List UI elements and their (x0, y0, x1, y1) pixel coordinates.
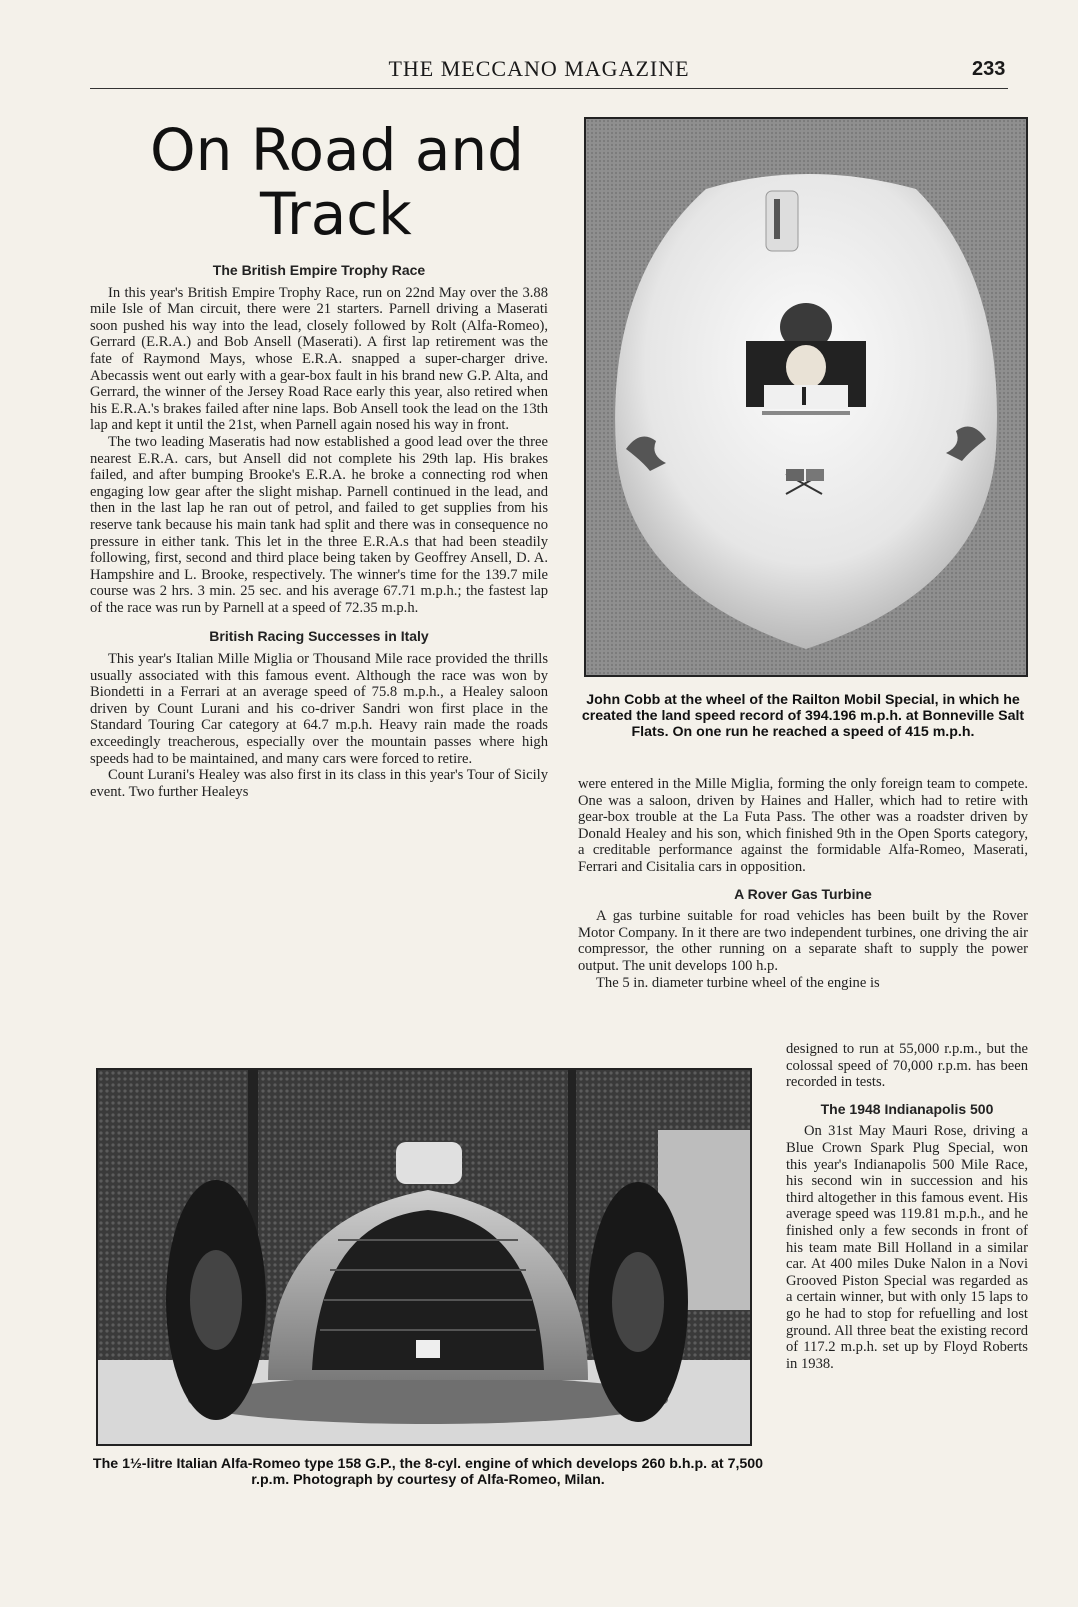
alfa-romeo-158-photo (96, 1068, 752, 1446)
headline-line-2: Track (260, 180, 412, 248)
italy-paragraph-3: were entered in the Mille Miglia, forming the only foreign team to compete. One was a saloon, driven by Haines and Haller, which had to retire with gear-box trouble at the La Futa Pass. The other was a roadster driven by Donald Healey and his son, which finished 9th in the Open Sports category, a creditable performance against the formidable Alfa-Romeo, Maserati, Ferrari and Cisitalia cars in opposition. (578, 776, 1028, 875)
header-rule (90, 88, 1008, 89)
empire-trophy-paragraph-2: The two leading Maseratis had now established a good lead over the three nearest E.R.A. cars, but Ansell did not complete his 29th lap. His brakes failed, and after bumping Brooke's E.R.A. he broke a connecting rod when engaging low gear after the slight mishap. Parnell continued in the lead, and then in the last lap he ran out of petrol, and failed to get supplies from his reserve tank because his main tank had split and there was in consequence no pressure in either tank. This let in the three E.R.A.s that had been steadily following, first, second and third place being taken by Geoffrey Ansell, D. A. Hampshire and L. Brooke, respectively. The winner's time for the 139.7 mile course was 2 hrs. 3 min. 25 sec. and his average 67.71 m.p.h.; the fastest lap of the race was run by Parnell at a speed of 72.35 m.p.h. (90, 433, 548, 616)
right-narrow-column (786, 1041, 1028, 1372)
empire-trophy-paragraph-1: In this year's British Empire Trophy Race, run on 22nd May over the 3.88 mile Isle of Man circuit, there were 21 starters. Parnell driving a Maserati soon pushed his way into the lead, closely followed by Rolt (Alfa-Romeo), Gerrard (E.R.A.) and Bob Ansell (Maserati). A first lap retirement was the fate of Raymond Mays, whose E.R.A. snapped a super-charger drive. Abecassis went out early with a gear-box fault in his brand new G.P. Alta, and Gerrard, the winner of the Jersey Road Race early this year, also retired when his E.R.A.'s brakes failed after nine laps. Bob Ansell took the lead on the 13th lap and kept it until the 21st, when Parnell again nosed his way in front. (90, 284, 548, 434)
rover-paragraph-1: A gas turbine suitable for road vehicles has been built by the Rover Motor Company. In it there are two independent turbines, one driving the air compressor, the other running on a separate shaft to supply the power output. The unit develops 100 h.p. (578, 908, 1028, 974)
italy-paragraph-1: This year's Italian Mille Miglia or Thousand Mile race provided the thrills usually associated with this famous event. Although the race was won by Biondetti in a Ferrari at an average speed of 75.8 m.p.h., a Healey saloon driven by Count Lurani and his co-driver Sandri won first place in the Standard Touring Car category at 64.7 m.p.h. Heavy rain made the roads exceedingly treacherous, especially over the mountain passes where high speeds had to be maintained, and many cars were forced to retire. (90, 651, 548, 767)
italy-heading: British Racing Successes in Italy (209, 628, 429, 645)
left-column (90, 262, 548, 800)
rover-paragraph-2b: designed to run at 55,000 r.p.m., but the colossal speed of 70,000 r.p.m. has been recorded in tests. (786, 1041, 1028, 1091)
headline-line-1: On Road and (150, 116, 524, 184)
alfa-romeo-car-illustration (98, 1070, 750, 1444)
right-column (578, 776, 1028, 991)
railton-mobil-special-photo (584, 117, 1028, 677)
alfa-photo-caption: The 1½-litre Italian Alfa-Romeo type 158 G.P., the 8-cyl. engine of which develops 260 b.h.p. at 7,500 r.p.m. Photograph by courtesy of Alfa-Romeo, Milan. (92, 1456, 764, 1488)
cobb-photo-caption: John Cobb at the wheel of the Railton Mobil Special, in which he created the land speed record of 394.196 m.p.h. at Bonneville Salt Flats. On one run he reached a speed of 415 m.p.h. (581, 692, 1025, 740)
italy-paragraph-2: Count Lurani's Healey was also first in its class in this year's Tour of Sicily event. Two further Healeys (90, 767, 548, 800)
article-headline (150, 118, 550, 246)
indianapolis-paragraph: On 31st May Mauri Rose, driving a Blue Crown Spark Plug Special, won this year's Indianapolis 500 Mile Race, his second win in succession and his third altogether in this famous event. His average speed was 119.81 m.p.h., and he finished only a few seconds in front of his team mate Bill Holland in a similar car. At 400 miles Duke Nalon in a Novi Grooved Piston Special was regarded as a certain winner, but with only 15 laps to go he had to stop for refuelling and lost ground. All three beat the existing record of 117.2 m.p.h. set up by Floyd Roberts in 1938. (786, 1123, 1028, 1372)
rover-paragraph-2a: The 5 in. diameter turbine wheel of the engine is (596, 974, 880, 991)
empire-trophy-heading: The British Empire Trophy Race (212, 262, 426, 278)
rover-heading: A Rover Gas Turbine (734, 885, 872, 902)
indianapolis-heading: The 1948 Indianapolis 500 (820, 1100, 994, 1117)
railton-car-illustration (586, 119, 1026, 675)
running-header: THE MECCANO MAGAZINE (388, 56, 690, 81)
page-number: 233 (972, 58, 1006, 80)
